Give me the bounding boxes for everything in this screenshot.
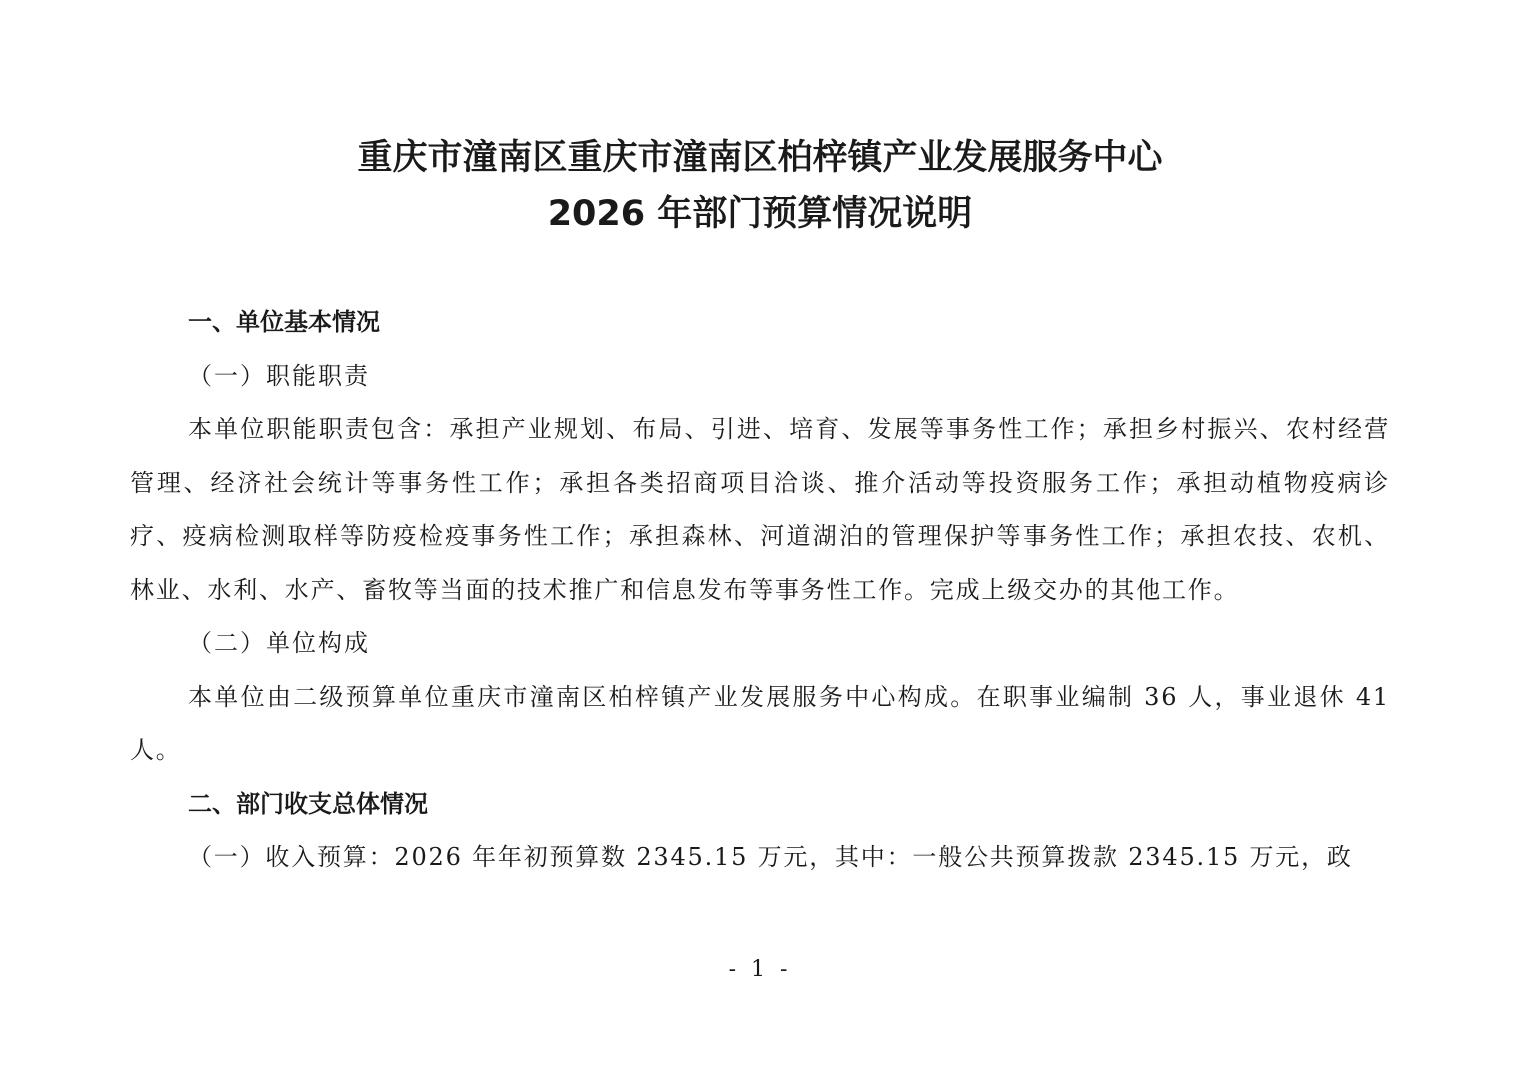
document-title-line1: 重庆市潼南区重庆市潼南区柏梓镇产业发展服务中心 <box>357 138 1163 178</box>
paragraph-duties: 本单位职能职责包含：承担产业规划、布局、引进、培育、发展等事务性工作；承担乡村振兴、农村经营管理、经济社会统计等事务性工作；承担各类招商项目洽谈、推介活动等投资服务工作；承担动植物疫病诊疗、疫病检测取样等防疫检疫事务性工作；承担森林、河道湖泊的管理保护等事务性工作；承担农技、农机、林业、水利、水产、畜牧等当面的技术推广和信息发布等事务性工作。完成上级交办的其他工作。 <box>130 415 1390 604</box>
document-body <box>130 296 1390 885</box>
subheading-composition: （二）单位构成 <box>188 629 370 657</box>
subheading-duties: （一）职能职责 <box>188 361 370 390</box>
document-title-line2: 2026 年部门预算情况说明 <box>547 194 973 234</box>
paragraph-composition: 本单位由二级预算单位重庆市潼南区柏梓镇产业发展服务中心构成。在职事业编制 36 人，事业退休 41 人。 <box>130 682 1390 764</box>
paragraph-revenue-budget: （一）收入预算：2026 年年初预算数 2345.15 万元，其中：一般公共预算拨款 2345.15 万元，政 <box>188 843 1353 871</box>
page-number: - 1 - <box>728 957 792 982</box>
section-heading-revenue-expenditure: 二、部门收支总体情况 <box>188 789 428 818</box>
section-heading-unit-basics: 一、单位基本情况 <box>188 308 380 336</box>
